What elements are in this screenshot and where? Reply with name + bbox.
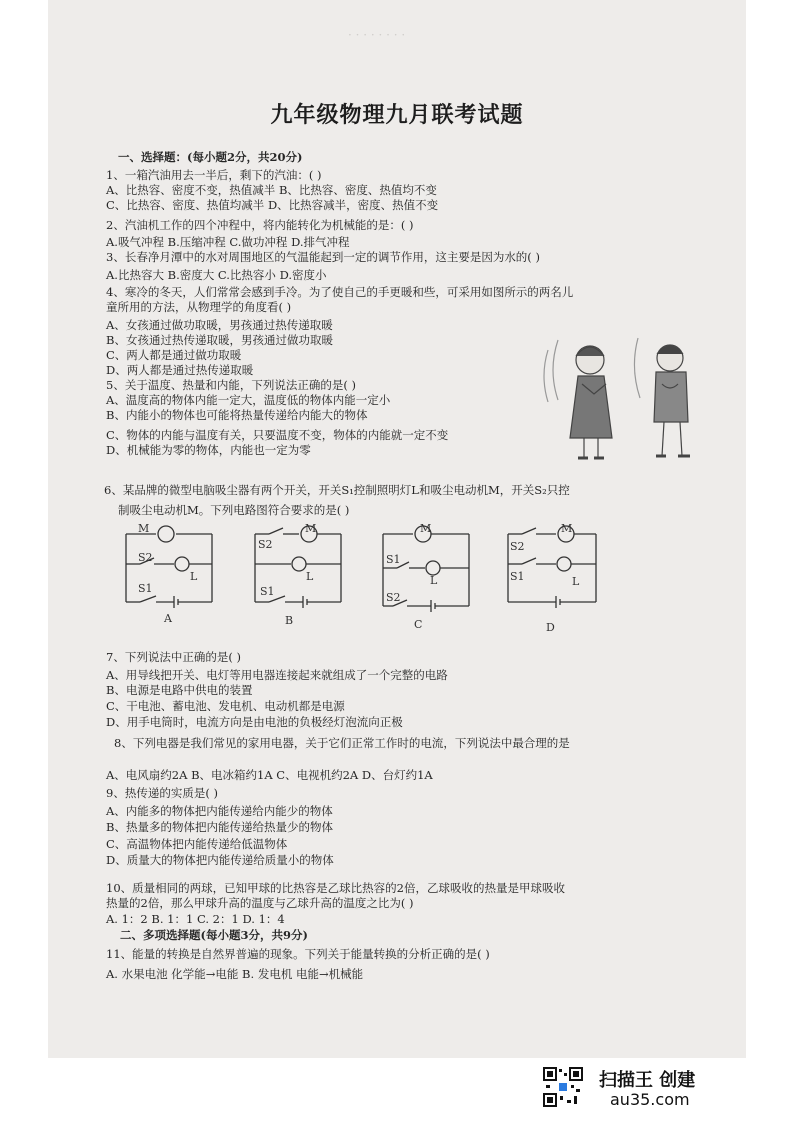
children-illustration <box>538 330 708 470</box>
option-label-c: C <box>414 618 423 631</box>
option-label-a: A <box>164 612 172 625</box>
text-line: A. 水果电池 化学能→电能 B. 发电机 电能→机械能 <box>106 967 364 981</box>
text-line: A、内能多的物体把内能传递给内能少的物体 <box>106 804 333 818</box>
switch-label: S2 <box>386 591 401 604</box>
bleed-through-text: · · · · · · · · <box>348 28 406 42</box>
text-line: A、比热容、密度不变，热值减半 B、比热容、密度、热值均不变 <box>106 183 437 197</box>
text-line: 10、质量相同的两球，已知甲球的比热容是乙球比热容的2倍，乙球吸收的热量是甲球吸收 <box>106 881 565 895</box>
text-line: 热量的2倍，那么甲球升高的温度与乙球升高的温度之比为( ) <box>106 896 414 910</box>
text-line: A、用导线把开关、电灯等用电器连接起来就组成了一个完整的电路 <box>106 668 448 682</box>
text-line: 7、下列说法中正确的是( ) <box>106 650 241 664</box>
text-line: 一、选择题：(每小题2分，共20分) <box>118 150 303 164</box>
text-line: A.比热容大 B.密度大 C.比热容小 D.密度小 <box>106 268 327 282</box>
text-line: C、高温物体把内能传递给低温物体 <box>106 837 288 851</box>
option-label-d: D <box>546 621 555 634</box>
text-line: 制吸尘电动机M。下列电路图符合要求的是( ) <box>118 503 350 517</box>
text-line: 4、寒冷的冬天，人们常常会感到手冷。为了使自己的手更暖和些，可采用如图所示的两名儿 <box>106 285 574 299</box>
text-line: A、女孩通过做功取暖，男孩通过热传递取暖 <box>106 318 333 332</box>
text-line: D、用手电筒时，电流方向是由电池的负极经灯泡流向正极 <box>106 715 403 729</box>
text-line: D、两人都是通过热传递取暖 <box>106 363 254 377</box>
switch-label: S1 <box>510 570 525 583</box>
text-line: 6、某品牌的微型电脑吸尘器有两个开关，开关S₁控制照明灯L和吸尘电动机M，开关S₂只控 <box>104 483 570 497</box>
lamp-label: L <box>430 574 438 587</box>
text-line: 二、多项选择题(每小题3分，共9分) <box>120 928 308 942</box>
switch-label: S1 <box>386 553 401 566</box>
text-line: 3、长春净月潭中的水对周围地区的气温能起到一定的调节作用，这主要是因为水的( ) <box>106 250 540 264</box>
option-label-b: B <box>285 614 294 627</box>
motor-label: M <box>420 522 432 535</box>
scanner-brand: 扫描王 创建 <box>599 1070 696 1091</box>
text-line: 9、热传递的实质是( ) <box>106 786 218 800</box>
text-line: B、电源是电路中供电的装置 <box>106 683 253 697</box>
text-line: 2、汽油机工作的四个冲程中，将内能转化为机械能的是：( ) <box>106 218 414 232</box>
switch-label: S1 <box>138 582 153 595</box>
motor-label: M <box>305 522 317 535</box>
circuit-a <box>122 528 222 608</box>
text-line: 8、下列电器是我们常见的家用电器，关于它们正常工作时的电流，下列说法中最合理的是 <box>114 736 570 750</box>
text-line: B、内能小的物体也可能将热量传递给内能大的物体 <box>106 408 368 422</box>
text-line: D、机械能为零的物体，内能也一定为零 <box>106 443 311 457</box>
motor-label: M <box>138 522 150 535</box>
switch-label: S1 <box>260 585 275 598</box>
lamp-label: L <box>190 570 198 583</box>
text-line: A.吸气冲程 B.压缩冲程 C.做功冲程 D.排气冲程 <box>106 235 350 249</box>
text-line: A、温度高的物体内能一定大，温度低的物体内能一定小 <box>106 393 391 407</box>
exam-paper <box>48 0 746 1058</box>
text-line: C、两人都是通过做功取暖 <box>106 348 242 362</box>
text-line: 5、关于温度、热量和内能，下列说法正确的是( ) <box>106 378 356 392</box>
text-line: B、热量多的物体把内能传递给热量少的物体 <box>106 820 333 834</box>
switch-label: S2 <box>510 540 525 553</box>
lamp-label: L <box>306 570 314 583</box>
text-line: D、质量大的物体把内能传递给质量小的物体 <box>106 853 334 867</box>
page-title: 九年级物理九月联考试题 <box>270 102 524 128</box>
text-line: B、女孩通过热传递取暖，男孩通过做功取暖 <box>106 333 333 347</box>
lamp-label: L <box>572 575 580 588</box>
text-line: 11、能量的转换是自然界普遍的现象。下列关于能量转换的分析正确的是( ) <box>106 947 490 961</box>
text-line: C、干电池、蓄电池、发电机、电动机都是电源 <box>106 699 345 713</box>
text-line: 童所用的方法，从物理学的角度看( ) <box>106 300 292 314</box>
scanner-url: au35.com <box>610 1090 690 1109</box>
text-line: A、电风扇约2A B、电冰箱约1A C、电视机约2A D、台灯约1A <box>106 768 433 782</box>
text-line: A. 1：2 B. 1：1 C. 2：1 D. 1：4 <box>106 912 285 926</box>
motor-label: M <box>561 522 573 535</box>
text-line: 1、一箱汽油用去一半后，剩下的汽油：( ) <box>106 168 322 182</box>
qr-code-icon <box>543 1067 583 1107</box>
text-line: C、物体的内能与温度有关，只要温度不变，物体的内能就一定不变 <box>106 428 449 442</box>
text-line: C、比热容、密度、热值均减半 D、比热容减半，密度、热值不变 <box>106 198 439 212</box>
switch-label: S2 <box>258 538 273 551</box>
switch-label: S2 <box>138 551 153 564</box>
